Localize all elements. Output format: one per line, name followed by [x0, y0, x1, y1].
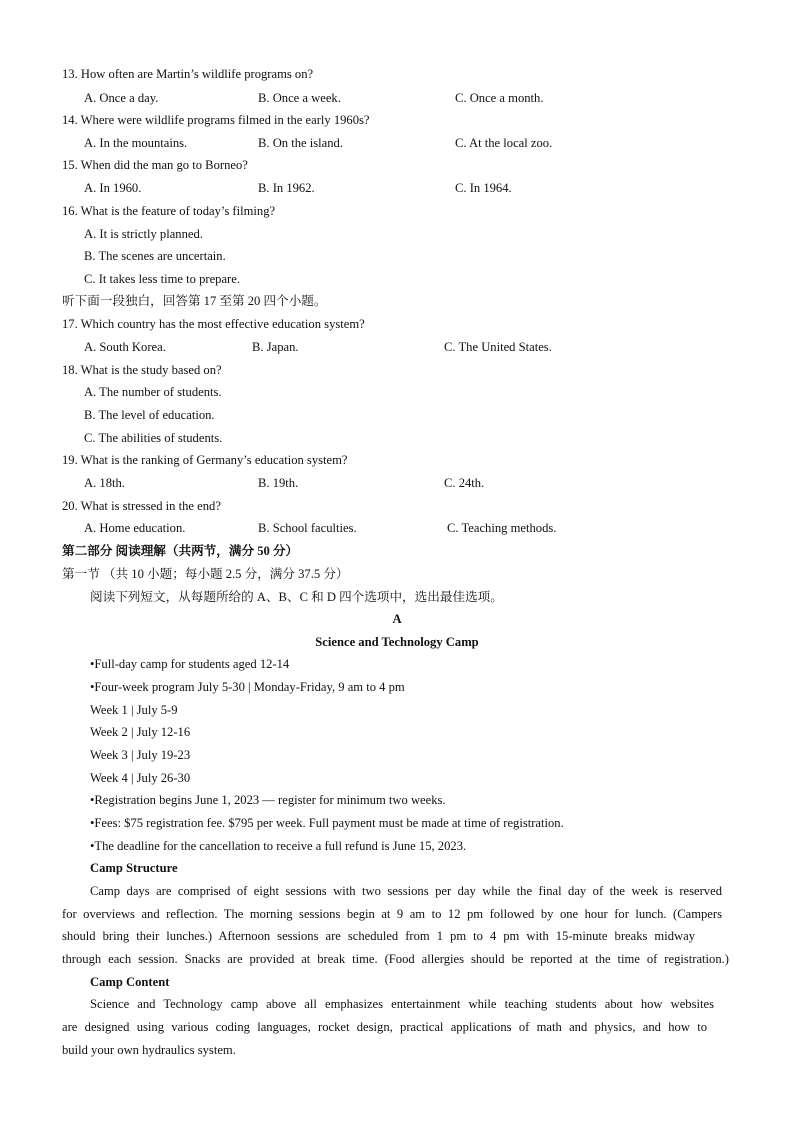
question-17-stem: 17. Which country has the most effective education system? [62, 317, 365, 331]
content-line-3: build your own hydraulics system. [62, 1043, 236, 1057]
q18-option-b: B. The level of education. [84, 408, 215, 422]
bullet-registration: •Registration begins June 1, 2023 — register for minimum two weeks. [90, 793, 446, 807]
q16-option-b: B. The scenes are uncertain. [84, 249, 226, 263]
q14-option-a: A. In the mountains. [84, 136, 188, 150]
question-19-stem: 19. What is the ranking of Germany’s education system? [62, 453, 348, 467]
q13-option-a: A. Once a day. [84, 91, 159, 105]
week-2: Week 2 | July 12-16 [90, 725, 191, 739]
question-14-stem: 14. Where were wildlife programs filmed in the early 1960s? [62, 113, 370, 127]
question-15-stem: 15. When did the man go to Borneo? [62, 158, 248, 172]
structure-line-1: Camp days are comprised of eight sessions with two sessions per day while the final day of the week is reserved [90, 884, 722, 898]
section-one-title: 第一节 （共 10 小题；每小题 2.5 分，满分 37.5 分） [62, 567, 349, 581]
week-4: Week 4 | July 26-30 [90, 771, 191, 785]
camp-content-heading: Camp Content [90, 975, 170, 989]
question-20-stem: 20. What is stressed in the end? [62, 499, 221, 513]
q15-option-a: A. In 1960. [84, 181, 142, 195]
q16-option-c: C. It takes less time to prepare. [84, 272, 240, 286]
q18-option-a: A. The number of students. [84, 385, 222, 399]
q13-option-c: C. Once a month. [455, 91, 544, 105]
bullet-age: •Full-day camp for students aged 12-14 [90, 657, 290, 671]
bullet-fees: •Fees: $75 registration fee. $795 per week. Full payment must be made at time of registration. [90, 816, 564, 830]
question-13-stem: 13. How often are Martin’s wildlife programs on? [62, 67, 314, 81]
q15-option-c: C. In 1964. [455, 181, 512, 195]
question-18-stem: 18. What is the study based on? [62, 363, 222, 377]
q20-option-a: A. Home education. [84, 521, 186, 535]
monologue-instruction: 听下面一段独白，回答第 17 至第 20 四个小题。 [62, 294, 327, 308]
structure-line-2: for overviews and reflection. The morning sessions begin at 9 am to 12 pm followed by one hour for lunch. (Campers [62, 907, 722, 921]
week-1: Week 1 | July 5-9 [90, 703, 178, 717]
content-line-2: are designed using various coding languages, rocket design, practical applications of math and physics, and how to [62, 1020, 707, 1034]
passage-title: Science and Technology Camp [315, 635, 479, 649]
q15-option-b: B. In 1962. [258, 181, 315, 195]
camp-structure-heading: Camp Structure [90, 861, 178, 875]
passage-letter: A [392, 612, 402, 626]
q18-option-c: C. The abilities of students. [84, 431, 223, 445]
bullet-program: •Four-week program July 5-30 | Monday-Friday, 9 am to 4 pm [90, 680, 405, 694]
part-two-title: 第二部分 阅读理解（共两节，满分 50 分） [62, 544, 299, 558]
q19-option-a: A. 18th. [84, 476, 125, 490]
q14-option-c: C. At the local zoo. [455, 136, 553, 150]
q16-option-a: A. It is strictly planned. [84, 227, 203, 241]
q13-option-b: B. Once a week. [258, 91, 341, 105]
content-line-1: Science and Technology camp above all emphasizes entertainment while teaching students about how websites [90, 997, 714, 1011]
q17-option-b: B. Japan. [252, 340, 299, 354]
q20-option-c: C. Teaching methods. [447, 521, 557, 535]
q19-option-c: C. 24th. [444, 476, 485, 490]
q20-option-b: B. School faculties. [258, 521, 357, 535]
week-3: Week 3 | July 19-23 [90, 748, 191, 762]
q17-option-a: A. South Korea. [84, 340, 166, 354]
structure-line-4: through each session. Snacks are provided at break time. (Food allergies should be reported at the time of registration.) [62, 952, 729, 966]
bullet-deadline: •The deadline for the cancellation to receive a full refund is June 15, 2023. [90, 839, 467, 853]
q14-option-b: B. On the island. [258, 136, 344, 150]
question-16-stem: 16. What is the feature of today’s filming? [62, 204, 276, 218]
q17-option-c: C. The United States. [444, 340, 552, 354]
reading-instruction: 阅读下列短文，从每题所给的 A、B、C 和 D 四个选项中，选出最佳选项。 [90, 590, 503, 604]
structure-line-3: should bring their lunches.) Afternoon sessions are scheduled from 1 pm to 4 pm with 15-minute breaks midway [62, 929, 695, 943]
q19-option-b: B. 19th. [258, 476, 299, 490]
